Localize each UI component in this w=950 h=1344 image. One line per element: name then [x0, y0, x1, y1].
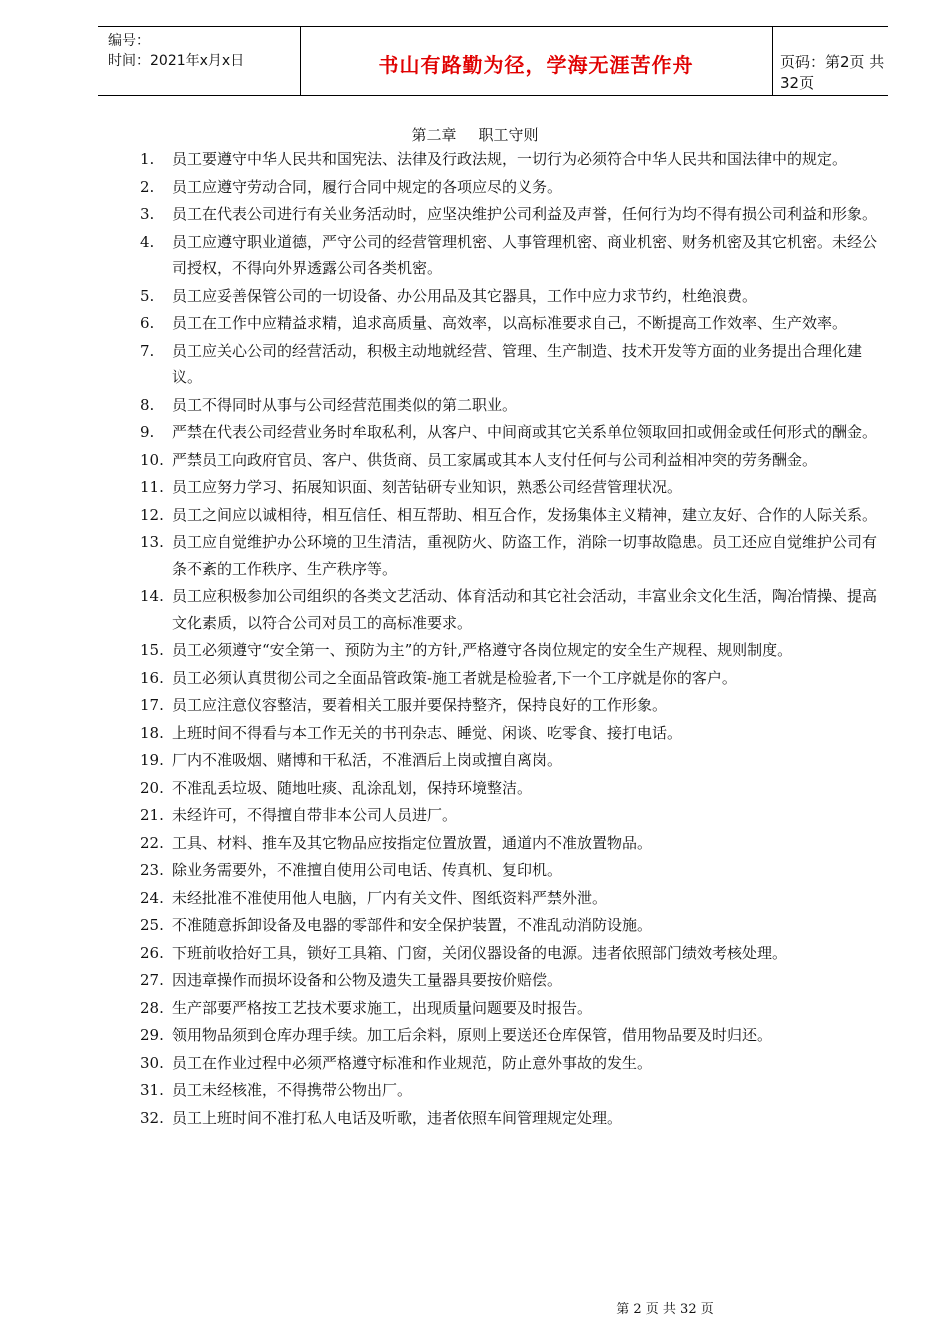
rule-number: 3. [140, 205, 155, 223]
rule-number: 11. [140, 478, 164, 496]
rule-item [140, 392, 882, 419]
header-page-code: 页码：第2页 共32页 [780, 53, 885, 92]
rule-text: 未经批准不准使用他人电脑，厂内有关文件、图纸资料严禁外泄。 [172, 888, 608, 907]
rule-item [140, 912, 882, 939]
header-motto-cell [300, 27, 773, 95]
rule-number: 25. [140, 916, 164, 934]
rule-text: 未经许可，不得擅自带非本公司人员进厂。 [172, 806, 458, 824]
rule-text: 上班时间不得看与本工作无关的书刊杂志、睡觉、闲谈、吃零食、接打电话。 [172, 723, 683, 742]
rule-item [140, 1022, 882, 1049]
rule-text: 员工未经核准，不得携带公物出厂。 [172, 1081, 413, 1099]
serial-number-label: 编号： [108, 33, 150, 49]
rule-text: 员工应妥善保管公司的一切设备、办公用品及其它器具，工作中应力求节约，杜绝浪费。 [172, 286, 758, 305]
rule-number: 26. [140, 943, 164, 962]
rule-number: 6. [140, 314, 155, 332]
header-page-cell [772, 27, 888, 95]
rule-text: 厂内不准吸烟、赌博和干私活，不准酒后上岗或擅自离岗。 [172, 751, 563, 769]
rule-number: 18. [140, 723, 164, 742]
rule-text: 除业务需要外，不准擅自使用公司电话、传真机、复印机。 [172, 861, 563, 879]
page-header [98, 26, 888, 96]
rule-number: 31. [140, 1081, 164, 1099]
rule-item [140, 419, 882, 446]
rule-item [140, 201, 882, 228]
rule-text: 严禁员工向政府官员、客户、供货商、员工家属或其本人支付任何与公司利益相冲突的劳务酬金。 [172, 450, 818, 469]
rule-item [140, 830, 882, 857]
rule-item [140, 885, 882, 912]
rule-text: 员工应努力学习、拓展知识面、刻苦钻研专业知识，熟悉公司经营管理状况。 [172, 478, 683, 496]
rule-text: 员工在工作中应精益求精，追求高质量、高效率，以高标准要求自己，不断提高工作效率、生产效率。 [172, 314, 848, 332]
chapter-number: 第二章 [411, 126, 457, 144]
rule-item [140, 310, 882, 337]
rule-number: 16. [140, 668, 164, 687]
rule-number: 1. [140, 150, 155, 168]
rule-number: 28. [140, 998, 164, 1017]
time-label: 时间：2021年x月x日 [108, 53, 245, 69]
rule-number: 14. [140, 587, 164, 605]
rule-number: 19. [140, 751, 164, 769]
rule-item [140, 1050, 882, 1077]
rule-text: 员工在代表公司进行有关业务活动时，应坚决维护公司利益及声誉，任何行为均不得有损公司利益和形象。 [172, 205, 878, 223]
rule-text: 员工应遵守职业道德，严守公司的经营管理机密、人事管理机密、商业机密、财务机密及其它机密。未经公司授权，不得向外界透露公司各类机密。 [172, 232, 878, 277]
rule-number: 23. [140, 861, 164, 879]
rule-text: 员工应遵守劳动合同，履行合同中规定的各项应尽的义务。 [172, 177, 563, 196]
rule-item [140, 967, 882, 994]
rule-text: 员工之间应以诚相待，相互信任、相互帮助、相互合作，发扬集体主义精神，建立友好、合作的人际关系。 [172, 505, 878, 524]
rule-item [140, 502, 882, 529]
rule-text: 严禁在代表公司经营业务时牟取私利，从客户、中间商或其它关系单位领取回扣或佣金或任何形式的酬金。 [172, 423, 878, 441]
rule-item [140, 146, 882, 173]
rule-text: 员工上班时间不准打私人电话及听歌，违者依照车间管理规定处理。 [172, 1108, 623, 1127]
rule-number: 13. [140, 533, 164, 551]
rule-text: 员工不得同时从事与公司经营范围类似的第二职业。 [172, 395, 518, 414]
rule-item [140, 474, 882, 501]
rule-text: 员工应注意仪容整洁，要着相关工服并要保持整齐，保持良好的工作形象。 [172, 696, 668, 714]
rules-list [140, 146, 882, 1132]
rule-item [140, 940, 882, 967]
rule-number: 30. [140, 1053, 164, 1072]
rule-number: 22. [140, 833, 164, 852]
rule-item [140, 857, 882, 884]
rule-number: 24. [140, 888, 164, 907]
rule-text: 员工应自觉维护办公环境的卫生清洁，重视防火、防盗工作，消除一切事故隐患。员工还应自觉维护公司有条不紊的工作秩序、生产秩序等。 [172, 533, 878, 578]
rule-number: 5. [140, 286, 155, 305]
rule-item [140, 692, 882, 719]
rule-text: 员工必须认真贯彻公司之全面品管政策-施工者就是检验者,下一个工序就是你的客户。 [172, 668, 737, 687]
rule-number: 7. [140, 341, 155, 360]
rule-number: 29. [140, 1026, 164, 1044]
rule-item [140, 775, 882, 802]
rule-item [140, 283, 882, 310]
rule-number: 12. [140, 505, 164, 524]
rule-text: 下班前收拾好工具，锁好工具箱、门窗，关闭仪器设备的电源。违者依照部门绩效考核处理。 [172, 943, 788, 962]
rule-number: 10. [140, 450, 164, 469]
rule-item [140, 583, 882, 636]
rule-text: 不准随意拆卸设备及电器的零部件和安全保护装置，不准乱动消防设施。 [172, 916, 653, 934]
rule-number: 9. [140, 423, 155, 441]
rule-item [140, 529, 882, 582]
chapter-title: 职工守则 [478, 126, 539, 144]
rule-number: 21. [140, 806, 164, 824]
rule-item [140, 1077, 882, 1104]
rule-item [140, 637, 882, 664]
rule-text: 员工要遵守中华人民共和国宪法、法律及行政法规，一切行为必须符合中华人民共和国法律中的规定。 [172, 150, 848, 168]
rule-item [140, 229, 882, 282]
rule-number: 2. [140, 177, 155, 196]
rule-item [140, 802, 882, 829]
rule-item [140, 447, 882, 474]
rule-number: 4. [140, 232, 155, 251]
rule-number: 20. [140, 778, 164, 797]
rule-item [140, 174, 882, 201]
rule-text: 领用物品须到仓库办理手续。加工后余料，原则上要送还仓库保管，借用物品要及时归还。 [172, 1026, 773, 1044]
rule-number: 15. [140, 641, 164, 659]
rule-item [140, 1105, 882, 1132]
header-motto: 书山有路勤为径，学海无涯苦作舟 [378, 53, 694, 77]
rule-item [140, 995, 882, 1022]
rule-item [140, 338, 882, 391]
rule-text: 因违章操作而损坏设备和公物及遗失工量器具要按价赔偿。 [172, 971, 563, 989]
rule-number: 17. [140, 696, 164, 714]
rule-item [140, 747, 882, 774]
page-footer: 第 2 页 共 32 页 [616, 1302, 714, 1317]
rule-item [140, 665, 882, 692]
rule-text: 不准乱丢垃圾、随地吐痰、乱涂乱划，保持环境整洁。 [172, 778, 533, 797]
rule-number: 8. [140, 395, 155, 414]
rule-number: 27. [140, 971, 164, 989]
chapter-heading [0, 124, 950, 145]
rule-text: 员工应积极参加公司组织的各类文艺活动、体育活动和其它社会活动，丰富业余文化生活，陶冶情操、提高文化素质，以符合公司对员工的高标准要求。 [172, 587, 878, 632]
rule-item [140, 720, 882, 747]
rule-text: 员工在作业过程中必须严格遵守标准和作业规范，防止意外事故的发生。 [172, 1053, 653, 1072]
rule-text: 员工必须遵守“安全第一、预防为主”的方针,严格遵守各岗位规定的安全生产规程、规则制度。 [172, 641, 793, 659]
rule-text: 员工应关心公司的经营活动，积极主动地就经营、管理、生产制造、技术开发等方面的业务提出合理化建议。 [172, 341, 863, 386]
header-info-cell [98, 27, 301, 95]
rule-number: 32. [140, 1108, 164, 1127]
rule-text: 工具、材料、推车及其它物品应按指定位置放置，通道内不准放置物品。 [172, 833, 653, 852]
rule-text: 生产部要严格按工艺技术要求施工，出现质量问题要及时报告。 [172, 998, 593, 1017]
